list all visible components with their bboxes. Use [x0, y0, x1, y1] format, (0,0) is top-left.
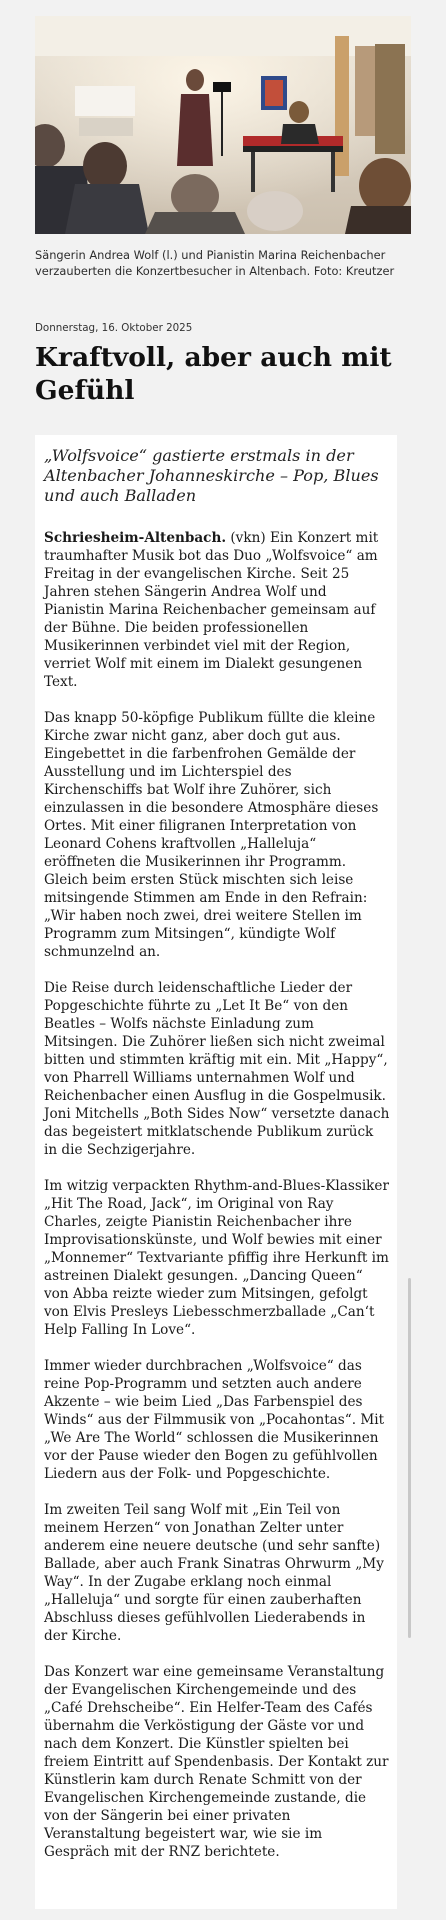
- article-body: [44, 529, 397, 1861]
- article-headline: Kraftvoll, aber auch mit Gefühl: [35, 342, 392, 406]
- article-dateline-location: Schriesheim-Altenbach.: [44, 530, 227, 546]
- article-paragraph-text: (vkn) Ein Konzert mit traumhafter Musik bot das Duo „Wolfsvoice“ am Freitag in der evangelischen Kirche. Seit 25 Jahren stehen Sängerin Andrea Wolf und Pianistin Marina Reichenbacher gemeinsam auf der Bühne. Die beiden professionellen Musikerinnen verbindet viel mit der Region, verriet Wolf mit einem im Dialekt gesungenen Text.: [44, 530, 379, 690]
- article-body-card: [35, 435, 397, 1909]
- article-paragraph: Im zweiten Teil sang Wolf mit „Ein Teil von meinem Herzen“ von Jonathan Zelter unter anderem eine neuere deutsche (und sehr sanfte) Ballade, aber auch Frank Sinatras Ohrwurm „My Way“. In der Zugabe erklang noch einmal „Halleluja“ und sorgte für einen zauberhaften Abschluss dieses gefühlvollen Liederabends in der Kirche.: [44, 1502, 384, 1644]
- article-paragraph: Das knapp 50-köpfige Publikum füllte die kleine Kirche zwar nicht ganz, aber doch gut aus. Eingebettet in die farbenfrohen Gemälde der Ausstellung und im Lichterspiel des Kirchenschiffs bat Wolf ihre Zuhörer, sich einzulassen in die besondere Atmosphäre dieses Ortes. Mit einer filigranen Interpretation von Leonard Cohens kraftvollen „Halleluja“ eröffneten die Musikerinnen ihr Programm. Gleich beim ersten Stück mischten sich leise mitsingende Stimmen am Ende in den Refrain: „Wir haben noch zwei, drei weitere Stellen im Programm zum Mitsingen“, kündigte Wolf schmunzelnd an.: [44, 710, 379, 960]
- article-paragraph: Das Konzert war eine gemeinsame Veranstaltung der Evangelischen Kirchengemeinde und des „Café Drehscheibe“. Ein Helfer-Team des Cafés übernahm die Verköstigung der Gäste vor und nach dem Konzert. Die Künstler spielten bei freiem Eintritt auf Spendenbasis. Der Kontakt zur Künstlerin kam durch Renate Schmitt von der Evangelischen Kirchengemeinde zustande, die von der Sängerin bei einer privaten Veranstaltung begeistert war, wie sie im Gespräch mit der RNZ berichtete.: [44, 1664, 389, 1860]
- publish-date: Donnerstag, 16. Oktober 2025: [35, 322, 193, 334]
- photo-caption: Sängerin Andrea Wolf (l.) und Pianistin Marina Reichenbacher verzauberten die Konzertbesucher in Altenbach. Foto: Kreutzer: [35, 248, 395, 278]
- article-paragraph: Die Reise durch leidenschaftliche Lieder der Popgeschichte führte zu „Let It Be“ von den Beatles – Wolfs nächste Einladung zum Mitsingen. Die Zuhörer ließen sich nicht zweimal bitten und stimmten kräftig mit ein. Mit „Happy“, von Pharrell Williams unternahmen Wolf und Reichenbacher einen Ausflug in die Gospelmusik. Joni Mitchells „Both Sides Now“ versetzte danach das begeistert mitklatschende Publikum zurück in die Sechzigerjahre.: [44, 980, 390, 1158]
- article-paragraph: Immer wieder durchbrachen „Wolfsvoice“ das reine Pop-Programm und setzten auch andere Akzente – wie beim Lied „Das Farbenspiel des Winds“ aus der Filmmusik von „Pocahontas“. Mit „We Are The World“ schlossen die Musikerinnen vor der Pause wieder den Bogen zu gefühlvollen Liedern aus der Folk- und Popgeschichte.: [44, 1358, 385, 1482]
- page-scrollbar[interactable]: [408, 1278, 411, 1638]
- article-subheadline: „Wolfsvoice“ gastierte erstmals in der Altenbacher Johanneskirche – Pop, Blues und auch Balladen: [44, 446, 379, 505]
- concert-photo-icon: [35, 16, 411, 234]
- article-paragraph: [44, 529, 390, 691]
- article-photo: [35, 16, 411, 234]
- article-paragraph: Im witzig verpackten Rhythm-and-Blues-Klassiker „Hit The Road, Jack“, im Original von Ray Charles, zeigte Pianistin Reichenbacher ihre Improvisationskünste, und Wolf bewies mit einer „Monnemer“ Textvariante pfiffig ihre Herkunft im astreinen Dialekt gesungen. „Dancing Queen“ von Abba reizte wieder zum Mitsingen, gefolgt von Elvis Presleys Liebesschmerzballade „Can‘t Help Falling In Love“.: [44, 1178, 389, 1338]
